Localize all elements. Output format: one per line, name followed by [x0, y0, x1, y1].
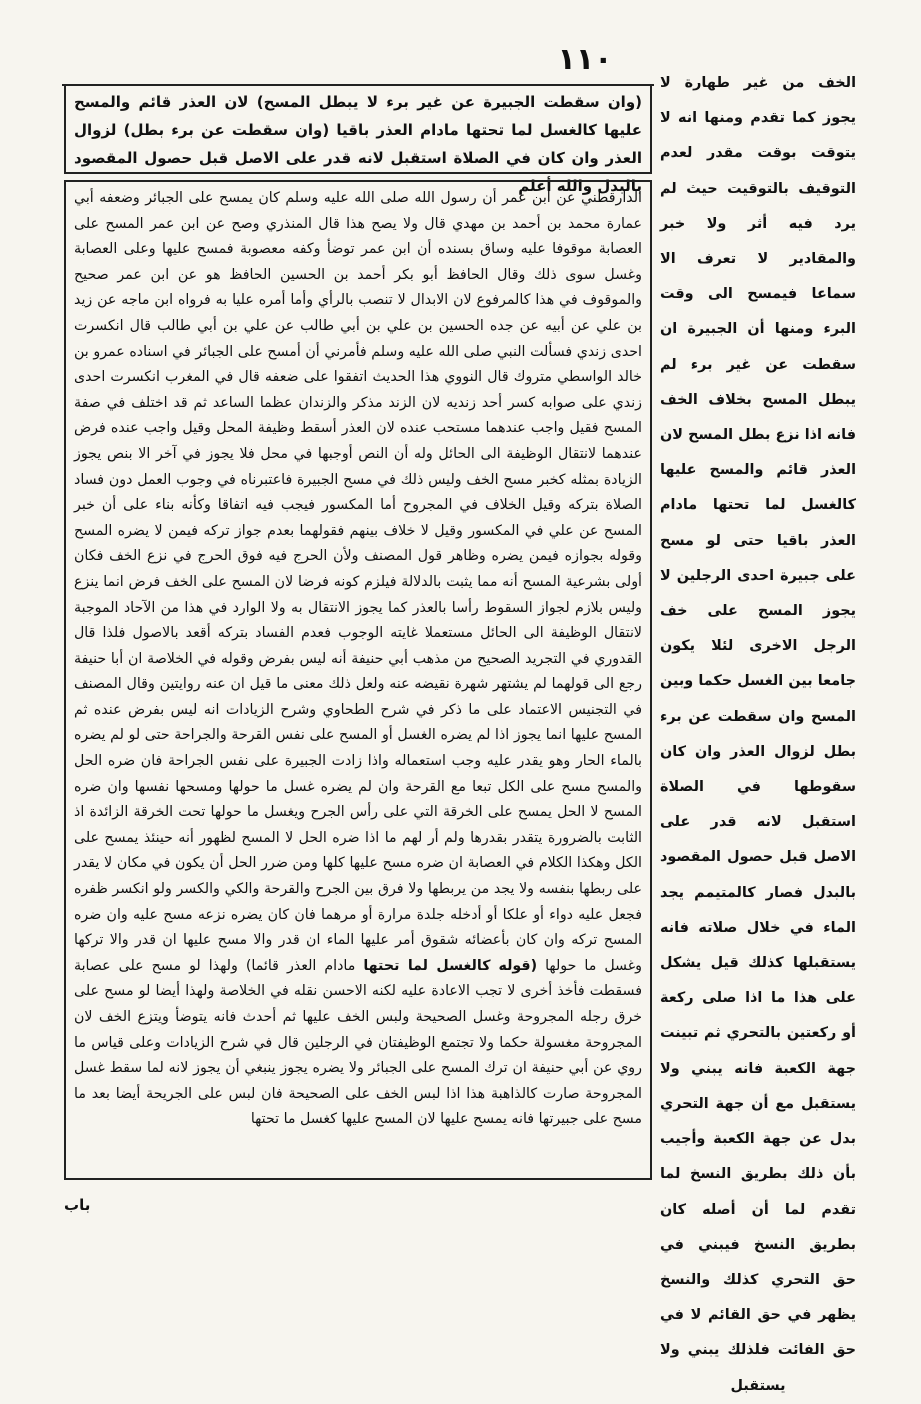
margin-gloss-text: الخف من غير طهارة لا يجوز كما تقدم ومنها انه لا يتوقت بوقت مقدر لعدم التوقيف بالتوقيت حيث لم يرد فيه أثر ولا خبر والمقادير لا تعرف الا سماعا فيمسح الى وقت البرء ومنها أن الجبيرة ان سقطت عن غير برء لم يبطل المسح بخلاف الخف فانه اذا نزع بطل المسح لان العذر قائم والمسح عليها كالغسل لما تحتها مادام العذر باقيا حتى لو مسح على جبيرة احدى الرجلين لا يجوز المسح على خف الرجل الاخرى لئلا يكون جامعا بين الغسل حكما وبين المسح وان سقطت عن برء بطل لزوال العذر وان كان سقوطها في الصلاة استقبل لانه قدر على الاصل قبل حصول المقصود بالبدل فصار كالمتيمم يجد الماء في خلال صلاته فانه يستقبلها كذلك قيل يشكل على هذا ما اذا صلى ركعة أو ركعتين بالتحري ثم تبينت جهة الكعبة فانه يبني ولا يستقبل مع أن جهة التحري بدل عن جهة الكعبة وأجيب بأن ذلك بطريق النسخ لما تقدم لما أن أصله كان بطريق النسخ فيبني في حق التحري كذلك والنسخ يظهر في حق القائم لا في حق الفائت فلذلك يبني ولا يستقبل: [660, 75, 856, 1394]
commentary-lemma-marker: (قوله: [498, 957, 538, 974]
matn-text: (وان سقطت الجبيرة عن غير برء لا يبطل المسح) لان العذر قائم والمسح عليها كالغسل لما تحتها مادام العذر باقيا (وان سقطت عن برء بطل) لزوال العذر وان كان في الصلاة استقبل لانه قدر على الاصل قبل حصول المقصود بالبدل والله أعلم: [74, 93, 642, 195]
margin-gloss-column: [660, 66, 856, 1394]
commentary-lemma-text: كالغسل لما تحتها: [363, 957, 491, 974]
commentary-text-continued: مادام العذر قائما) ولهذا لو مسح على عصابة فسقطت فأخذ أخرى لا تجب الاعادة عليه لكنه الاحسن نقله في الخلاصة ولهذا أيضا لو مسح على خرق رجله المجروحة وغسل الصحيحة ولبس الخف عليها ثم أحدث فانه يتوضأ ويتزع الخف لان المجروحة مغسولة حكما ولا تجتمع الوظيفتان في الرجلين قال في شرح الزيادات وعلى قياس ما روي عن أبي حنيفة ان ترك المسح على الجبائر ولا يضره يجوز ينبغي أن يجوز لانه لما سقط غسل المجروحة صارت كالذاهبة هذا اذا لبس الخف على الصحيحة فان لبس على الجريحة أيضا بعد ما مسح على جبيرتها فانه يمسح عليها لان المسح عليها كغسل ما تحتها: [74, 957, 642, 1128]
catchword: باب: [64, 1196, 91, 1214]
commentary-text: الدارقطني عن ابن عمر أن رسول الله صلى الله عليه وسلم كان يمسح على الجبائر وضعفه أبي عمارة محمد بن أحمد بن مهدي قال ولا يصح هذا قال المنذري وصح عن ابن عمر المسح على العصابة موقوفا عليه وساق بسنده أن ابن عمر توضأ وكفه معصوبة فمسح عليها وعلى العصابة وغسل سوى ذلك وقال الحافظ أبو بكر أحمد بن الحسين الحافظ هو عن ابن عمر صحيح والموقوف في هذا كالمرفوع لان الابدال لا تنصب بالرأي وأما أمره عليا به فرواه ابن ماجه عن زيد بن علي عن أبيه عن جده الحسين بن علي بن أبي طالب عن علي بن أبي طالب قال انكسرت احدى زندي فسألت النبي صلى الله عليه وسلم فأمرني أن أمسح على الجبائر في اسناده عمرو بن خالد الواسطي متروك قال النووي هذا الحديث اتفقوا على ضعفه قال في المغرب انكسرت احدى زندي على صوابه كسر أحد زنديه لان الزند مذكر والزندان عظما الساعد ثم قد اختلف في صفة المسح فقيل واجب عندهما مستحب عنده لان العذر أسقط وظيفة المحل وقيل واجب عنده فرض عندهما لانتقال الوظيفة الى الحائل وله أن النص أوجبها في محل فلا يجوز في آخر الا بنص يجوز الزيادة بمثله كخبر مسح الخف وليس ذلك في مسح الجبيرة فاعتبرناه في وجوب العمل دون فساد الصلاة بتركه وقيل الخلاف في المجروح أما المكسور فيجب فيه اتفاقا وكأنه بناء على أن خبر المسح عن علي في المكسور وقيل لا خلاف بينهم فقولهما بعدم جواز تركه فيمن لا يضره المسح وقوله بجوازه فيمن يضره وظاهر قول المصنف ولأن الحرج فيه فوق الحرج في نزع الخف فكان أولى بشرعية المسح أنه مما يثبت بالدلالة فيلزم كونه فرضا لان المسح على الخف فرض انما ينزع وليس بلازم لجواز السقوط رأسا بالعذر كما يجوز الانتقال به ولا الوارد في هذا من الآحاد الموجبة لانتقال الوظيفة الى الحائل مستعملا غايته الوجوب فعدم الفساد بتركه أقعد بالاصول فلذا قال القدوري في التجريد الصحيح من مذهب أبي حنيفة أنه ليس بفرض وقوله في الخلاصة ان أبا حنيفة رجع الى قولهما لم يشتهر شهرة نقيضه عنه ولعل ذلك معنى ما قيل ان عنه روايتين وقال المصنف في التجنيس الاعتماد على ما ذكر في شرح الطحاوي وشرح الزيادات انه ليس بفرض عنده ثم المسح عليها انما يجوز اذا لم يضره الغسل أو المسح على نفس القرحة والجراحة حتى لو لم يضره بالماء الحار وهو يقدر عليه وجب استعماله واذا زادت الجبيرة على نفس الجراحة فان ضره الحل والمسح مسح على الكل تبعا مع القرحة وان لم يضره غسل ما حولها ومسحها نفسها وان ضره المسح لا الحل يمسح على الخرقة التي على رأس الجرح ويغسل ما حولها تحت الخرقة الزائدة اذ الثابت بالضرورة يتقدر بقدرها ولم أر لهم ما اذا ضره الحل لا المسح لظهور أنه حينئذ يمسح على الكل وهكذا الكلام في العصابة ان ضره مسح عليها كلها ومن ضرر الحل أن يكون في مكان لا يقدر على ربطها بنفسه ولا يجد من يربطها ولا فرق بين الجرح والقرحة والكي والكسر ولو انكسر ظفره فجعل عليه دواء أو علكا أو أدخله جلدة مرارة أو مرهما فان كان يضره نزعه مسح عليه وان ضره المسح تركه وان كان بأعضائه شقوق أمر عليها الماء ان قدر والا مسح عليها ان قدر والا تركها وغسل ما حولها: [74, 190, 642, 974]
commentary-text-block: [64, 180, 652, 1180]
matn-text-block: [64, 86, 652, 195]
page-number: ١١٠: [557, 42, 613, 77]
